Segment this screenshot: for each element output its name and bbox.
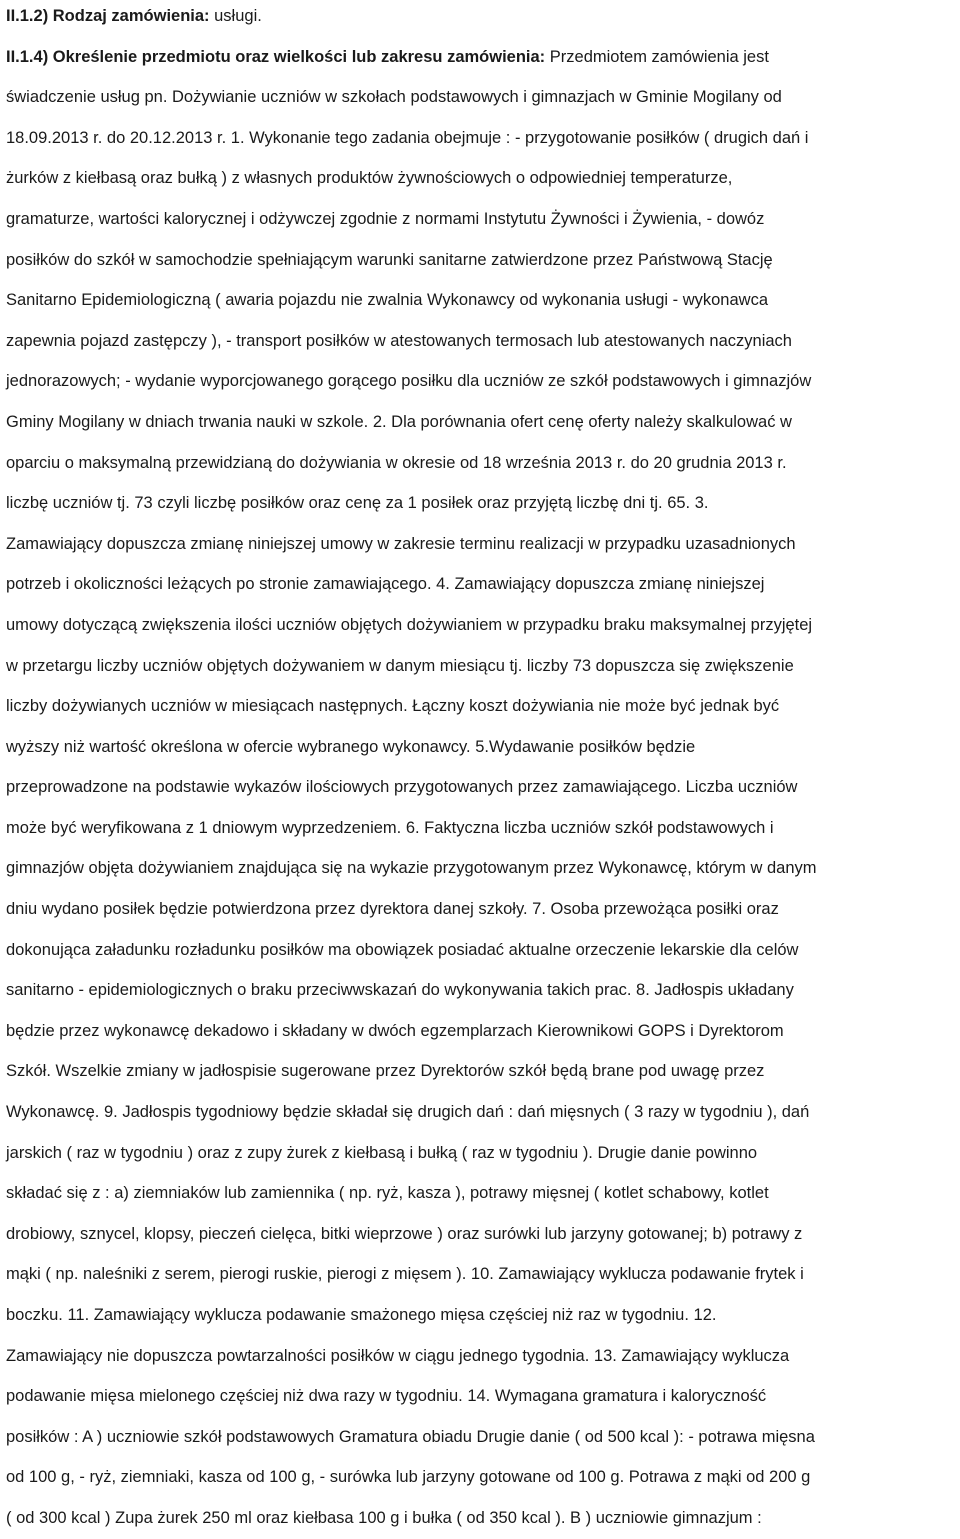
body-text — [6, 77, 960, 1538]
text-line: Sanitarno Epidemiologiczną ( awaria pojazdu nie zwalnia Wykonawcy od wykonania usługi - wykonawca — [6, 291, 768, 310]
text-line: składać się z : a) ziemniaków lub zamiennika ( np. ryż, kasza ), potrawy mięsnej ( kotlet schabowy, kotlet — [6, 1184, 769, 1203]
text-line: Zamawiający dopuszcza zmianę niniejszej umowy w zakresie terminu realizacji w przypadku uzasadnionych — [6, 534, 796, 553]
text-line: podawanie mięsa mielonego częściej niż dwa razy w tygodniu. 14. Wymagana gramatura i kaloryczność — [6, 1387, 767, 1406]
text-line: 18.09.2013 r. do 20.12.2013 r. 1. Wykonanie tego zadania obejmuje : - przygotowanie posiłków ( drugich dań i — [6, 128, 809, 147]
text-line: mąki ( np. naleśniki z serem, pierogi ruskie, pierogi z mięsem ). 10. Zamawiający wyklucza podawanie frytek i — [6, 1265, 804, 1284]
text-line: drobiowy, sznycel, klopsy, pieczeń cielęca, bitki wieprzowe ) oraz surówki lub jarzyny gotowanej; b) potrawy z — [6, 1224, 803, 1243]
text-line: gimnazjów objęta dożywianiem znajdująca się na wykazie przygotowanym przez Wykonawcę, którym w danym — [6, 859, 817, 878]
text-line: przeprowadzone na podstawie wykazów ilościowych przygotowanych przez zamawiającego. Liczba uczniów — [6, 778, 798, 797]
text-line: jednorazowych; - wydanie wyporcjowanego gorącego posiłku dla uczniów ze szkół podstawowych i gimnazjów — [6, 372, 812, 391]
section-okreslenie-przedmiotu — [6, 37, 960, 78]
text-line: Wykonawcę. 9. Jadłospis tygodniowy będzie składał się drugich dań : dań mięsnych ( 3 razy w tygodniu ), dań — [6, 1103, 810, 1122]
text-line: w przetargu liczby uczniów objętych dożywaniem w danym miesiącu tj. liczby 73 dopuszcza się zwiększenie — [6, 656, 794, 675]
text-line: dniu wydano posiłek będzie potwierdzona przez dyrektora danej szkoły. 7. Osoba przewożąca posiłki oraz — [6, 900, 779, 919]
text-line: Zamawiający nie dopuszcza powtarzalności posiłków w ciągu jednego tygodnia. 13. Zamawiający wyklucza — [6, 1346, 790, 1365]
section-label: II.1.4) Określenie przedmiotu oraz wielkości lub zakresu zamówienia: — [6, 47, 546, 66]
section-rodzaj-zamowienia — [6, 0, 960, 37]
section-value: Przedmiotem zamówienia jest — [545, 47, 769, 66]
text-line: Szkół. Wszelkie zmiany w jadłospisie sugerowane przez Dyrektorów szkół będą brane pod uwagę przez — [6, 1062, 765, 1081]
text-line: wyższy niż wartość określona w ofercie wybranego wykonawcy. 5.Wydawanie posiłków będzie — [6, 737, 696, 756]
text-line: świadczenie usług pn. Dożywianie uczniów w szkołach podstawowych i gimnazjach w Gminie Mogilany od — [6, 88, 782, 107]
text-line: gramaturze, wartości kalorycznej i odżywczej zgodnie z normami Instytutu Żywności i Żywienia, - dowóz — [6, 209, 765, 228]
text-line: oparciu o maksymalną przewidzianą do dożywiania w okresie od 18 września 2013 r. do 20 grudnia 2013 r. — [6, 453, 787, 472]
text-line: zapewnia pojazd zastępczy ), - transport posiłków w atestowanych termosach lub atestowanych naczyniach — [6, 331, 792, 350]
section-label: II.1.2) Rodzaj zamówienia: — [6, 7, 210, 25]
text-line: ( od 300 kcal ) Zupa żurek 250 ml oraz kiełbasa 100 g i bułka ( od 350 kcal ). B ) uczniowie gimnazjum : — [6, 1508, 762, 1527]
text-line: umowy dotyczącą zwiększenia ilości uczniów objętych dożywianiem w przypadku braku maksymalnej przyjętej — [6, 615, 813, 634]
text-line: posiłków do szkół w samochodzie spełniającym warunki sanitarne zatwierdzone przez Państwową Stację — [6, 250, 773, 269]
text-line: od 100 g, - ryż, ziemniaki, kasza od 100 g, - surówka lub jarzyny gotowane od 100 g. Potrawa z mąki od 200 g — [6, 1468, 811, 1487]
text-line: może być weryfikowana z 1 dniowym wyprzedzeniem. 6. Faktyczna liczba uczniów szkół podstawowych i — [6, 818, 774, 837]
text-line: żurków z kiełbasą oraz bułką ) z własnych produktów żywnościowych o odpowiedniej temperaturze, — [6, 169, 733, 188]
text-line: potrzeb i okoliczności leżących po stronie zamawiającego. 4. Zamawiający dopuszcza zmianę niniejszej — [6, 575, 765, 594]
text-line: posiłków : A ) uczniowie szkół podstawowych Gramatura obiadu Drugie danie ( od 500 kcal ): - potrawa mięsna — [6, 1427, 815, 1446]
text-line: liczby dożywianych uczniów w miesiącach następnych. Łączny koszt dożywiania nie może być jednak być — [6, 697, 780, 716]
text-line: sanitarno - epidemiologicznych o braku przeciwwskazań do wykonywania takich prac. 8. Jadłospis układany — [6, 981, 794, 1000]
section-value: usługi. — [209, 7, 262, 25]
text-line: liczbę uczniów tj. 73 czyli liczbę posiłków oraz cenę za 1 posiłek oraz przyjętą liczbę dni tj. 65. 3. — [6, 494, 709, 513]
text-line: jarskich ( raz w tygodniu ) oraz z zupy żurek z kiełbasą i bułką ( raz w tygodniu ). Drugie danie powinno — [6, 1143, 758, 1162]
text-line: Gminy Mogilany w dniach trwania nauki w szkole. 2. Dla porównania ofert cenę oferty należy skalkulować w — [6, 412, 792, 431]
text-line: dokonująca załadunku rozładunku posiłków ma obowiązek posiadać aktualne orzeczenie lekarskie dla celów — [6, 940, 799, 959]
text-line: boczku. 11. Zamawiający wyklucza podawanie smażonego mięsa częściej niż raz w tygodniu. 12. — [6, 1306, 717, 1324]
text-line: będzie przez wykonawcę dekadowo i składany w dwóch egzemplarzach Kierownikowi GOPS i Dyrektorom — [6, 1021, 784, 1040]
